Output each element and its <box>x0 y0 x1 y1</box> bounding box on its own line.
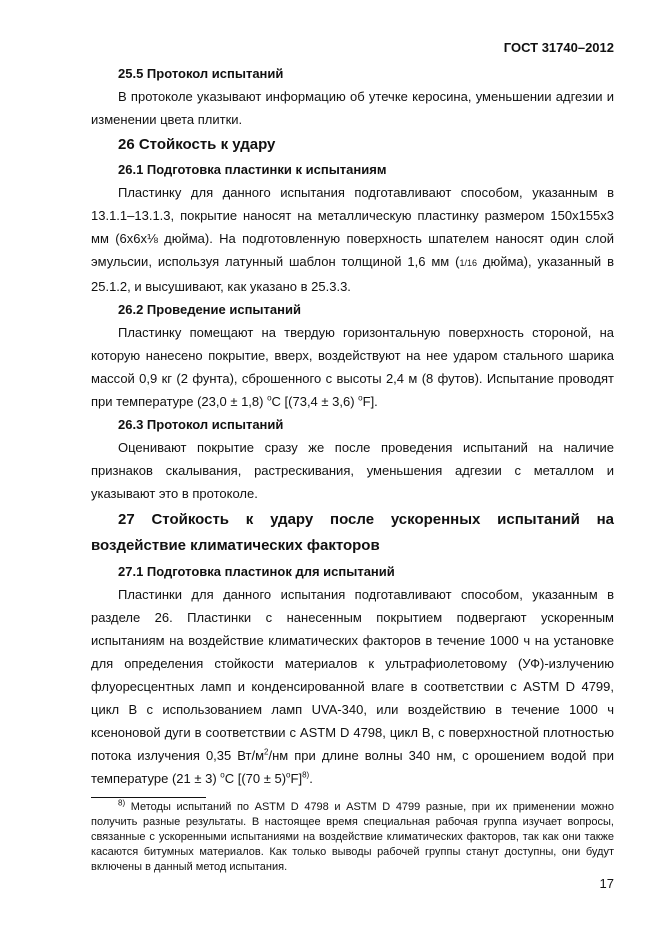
section-26-1-title: 26.1 Подготовка пластинки к испытаниям <box>118 162 387 177</box>
section-26-1-text: Пластинку для данного испытания подготавливают способом, указанным в 13.1.1–13.1.3, покрытие наносят на металлическую пластинку размером 150x155x3 мм (6x6x⅛ дюйма). На подготовленную поверхность шпателем наносят один слой эмульсии, используя латунный шаблон толщиной 1,6 мм (1/16 дюйма), указанный в 25.1.2, и высушивают, как указано в 25.3.3. <box>91 185 614 294</box>
section-25-5-title: 25.5 Протокол испытаний <box>118 66 284 81</box>
fraction-1-16: 1/16 <box>459 258 477 268</box>
section-26-2-title: 26.2 Проведение испытаний <box>118 302 301 317</box>
footnote-8: $^{8)}$ Методы испытаний по ASTM D 4798 и ASTM D 4799 разные, при их применении можно получить разные результаты. В настоящее время специальная рабочая группа изучает вопросы, связанные с ускоренными испытаниями на воздействие климатических факторов, так как они также касаются битумных материалов. Как только выводы рабочей группы станут доступны, они будут включены в данный метод испытания. <box>91 798 614 873</box>
page-number: 17 <box>599 876 614 891</box>
document-code: ГОСТ 31740–2012 <box>503 40 614 55</box>
page-body <box>91 62 614 790</box>
footnote-marker: 8) <box>118 798 126 808</box>
section-25-5-text: В протоколе указывают информацию об утечке керосина, уменьшении адгезии и изменении цвета плитки. <box>91 89 614 127</box>
section-26-title: 26 Стойкость к удару <box>118 136 276 153</box>
section-27-1-title: 27.1 Подготовка пластинок для испытаний <box>118 564 395 579</box>
footnote-reference: 8) <box>302 770 310 780</box>
section-27-1-text: Пластинки для данного испытания подготавливают способом, указанным в разделе 26. Пластинки с нанесенным покрытием подвергают ускоренным испытаниям на воздействие климатических факторов в течение 1000 ч на установке для определения стойкости материалов к ультрафиолетовому (УФ)-излучению флуоресцентных ламп и конденсированной влаге в соответствии с ASTM D 4799, цикл В с использованием ламп UVA-340, или воздействию в течение 1000 ч ксеноновой дуги в соответствии с ASTM D 4798, цикл В, с поверхностной плотностью потока излучения 0,35 $Вт/м^2/нм$ при длине волны 340 нм, с орошением водой при температуре (21 ± 3) $^o$C $[(70 \pm 5)^oF]^{8)}$. <box>91 587 614 786</box>
section-26-3-title: 26.3 Протокол испытаний <box>118 417 284 432</box>
section-27-title: 27 Стойкость к удару после ускоренных испытаний на воздействие климатических факторов <box>91 511 614 554</box>
footnote-divider <box>91 797 206 798</box>
section-26-2-text: Пластинку помещают на твердую горизонтальную поверхность стороной, на которую нанесено покрытие, вверх, воздействуют на нее ударом стального шарика массой 0,9 кг (2 фунта), сброшенного с высоты 2,4 м (8 футов). Испытание проводят при температуре (23,0 ± 1,8) $^o$C [(73,4 ± 3,6) $^o$F]. <box>91 325 614 409</box>
section-26-3-text: Оценивают покрытие сразу же после проведения испытаний на наличие признаков скалывания, растрескивания, уменьшения адгезии с металлом и указывают это в протоколе. <box>91 440 614 501</box>
